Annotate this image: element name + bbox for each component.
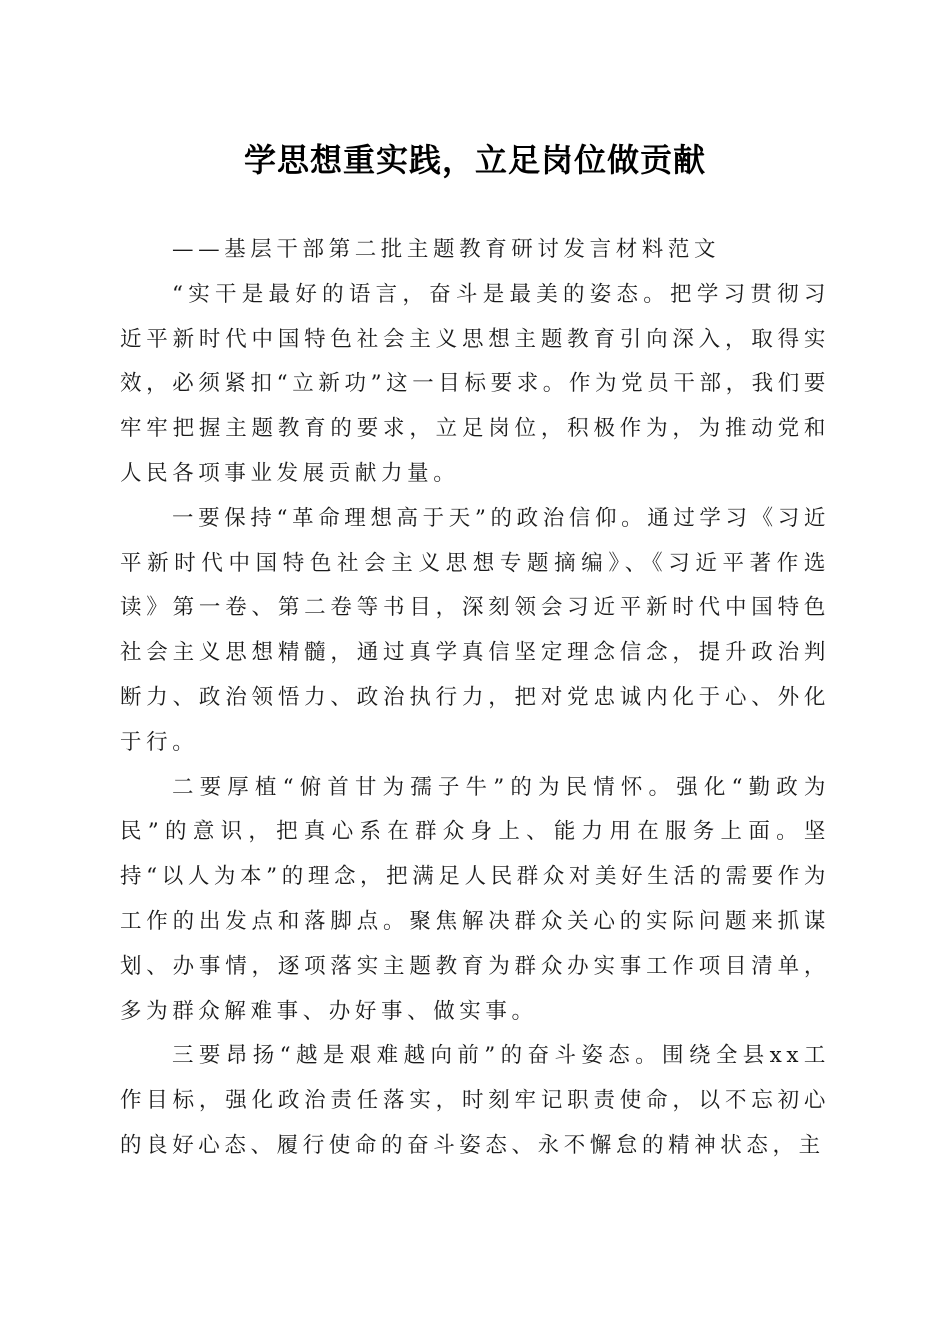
paragraph-two: 二要厚植“俯首甘为孺子牛”的为民情怀。强化“勤政为民”的意识，把真心系在群众身上、能力用在服务上面。坚持“以人为本”的理念，把满足人民群众对美好生活的需要作为工作的出发点和落脚点。聚焦解决群众关心的实际问题来抓谋划、办事情，逐项落实主题教育为群众办实事工作项目清单，多为群众解难事、办好事、做实事。: [120, 774, 830, 1024]
paragraph-three: 三要昂扬“越是艰难越向前”的奋斗姿态。围绕全县xx工作目标，强化政治责任落实，时刻牢记职责使命，以不忘初心的良好心态、履行使命的奋斗姿态、永不懈怠的精神状态，主: [120, 1043, 830, 1158]
paragraph-intro: “实干是最好的语言，奋斗是最美的姿态。把学习贯彻习近平新时代中国特色社会主义思想主题教育引向深入，取得实效，必须紧扣“立新功”这一目标要求。作为党员干部，我们要牢牢把握主题教育的要求，立足岗位，积极作为，为推动党和人民各项事业发展贡献力量。: [120, 281, 830, 486]
document-body: [120, 228, 830, 1169]
document-title: 学思想重实践，立足岗位做贡献: [243, 141, 706, 179]
paragraph-one: 一要保持“革命理想高于天”的政治信仰。通过学习《习近平新时代中国特色社会主义思想专题摘编》、《习近平著作选读》第一卷、第二卷等书目，深刻领会习近平新时代中国特色社会主义思想精髓，通过真学真信坚定理念信念，提升政治判断力、政治领悟力、政治执行力，把对党忠诚内化于心、外化于行。: [120, 505, 830, 755]
subtitle: ——基层干部第二批主题教育研讨发言材料范文: [172, 237, 721, 262]
